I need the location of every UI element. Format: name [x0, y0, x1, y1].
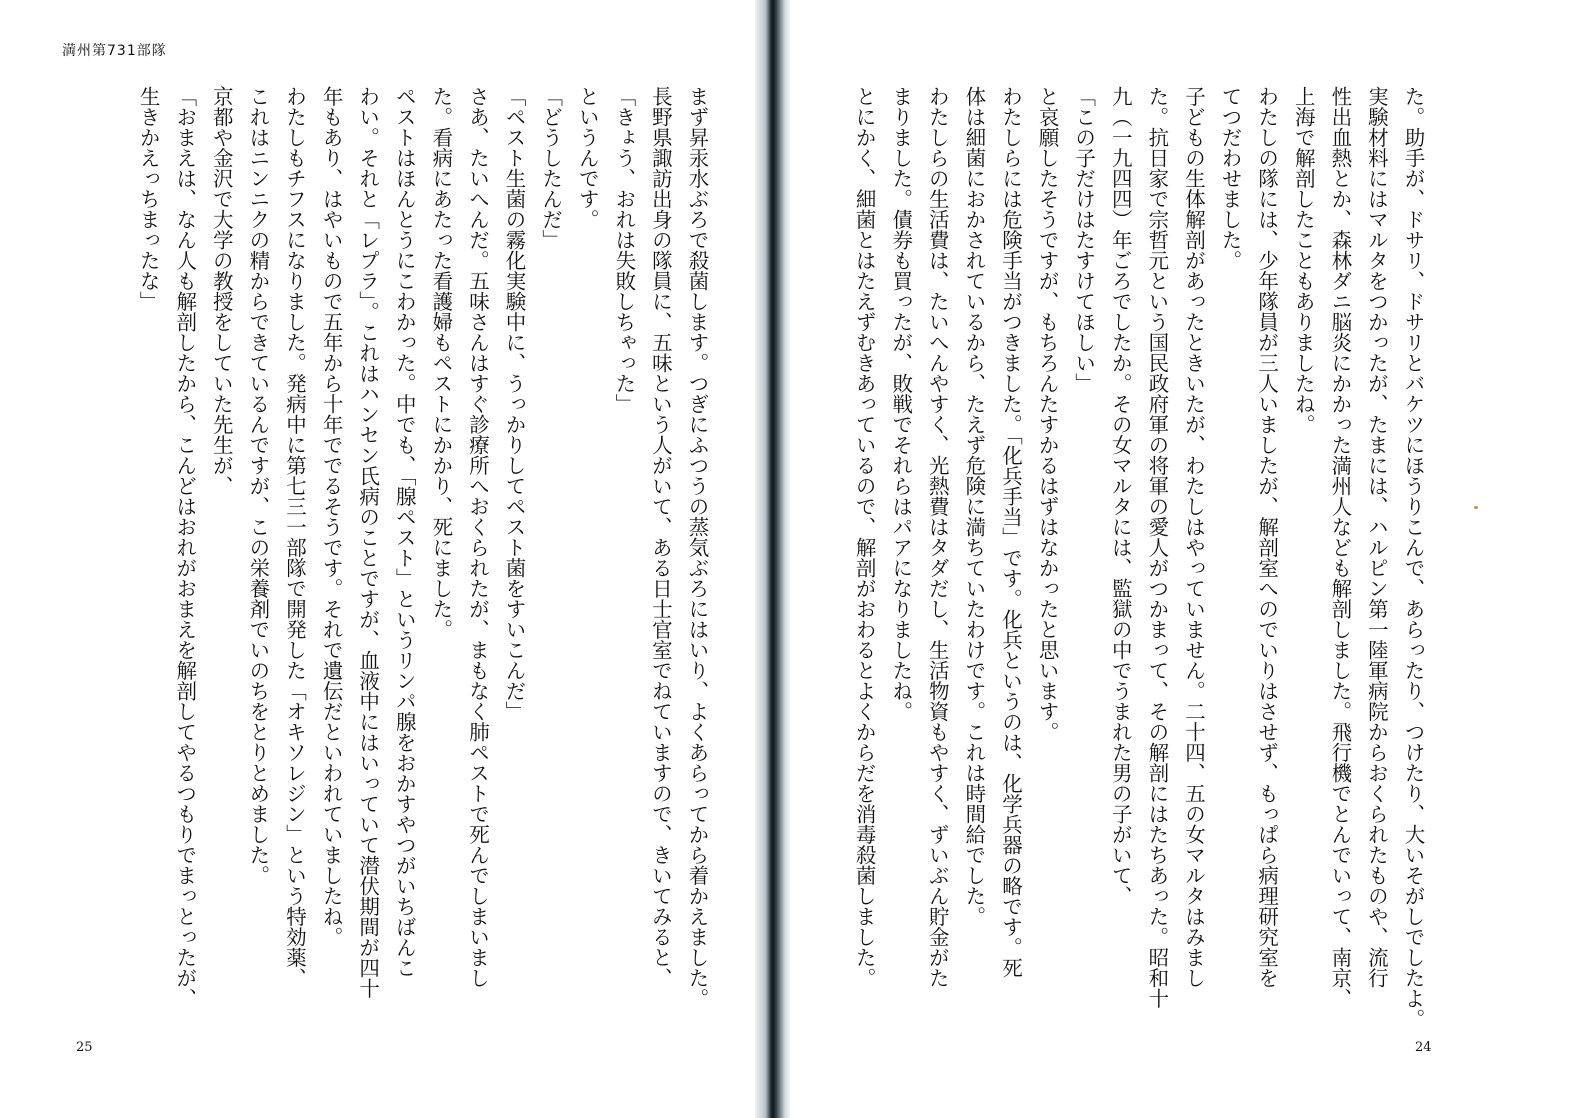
left-page-text-line: さあ、たいへんだ。五味さんはすぐ診療所へおくられたが、まもなく肺ペストで死んでしまいまし: [465, 86, 490, 988]
right-page-text-line: 体は細菌におかされているから、たえず危険に満ちていたわけです。これは時間給でした。: [961, 86, 986, 927]
left-page-text-line: 年もあり、はやいもので五年から十年ででるそうです。それで遺伝だといわれていましたね。: [319, 86, 344, 947]
right-page-body: [811, 86, 1431, 1046]
left-page-text-line: 生きかえっちまったな」: [136, 86, 161, 312]
left-page-text-line: 「おまえは、なん人も解剖したから、こんどはおれがおまえを解剖してやるつもりでまっとったが、: [172, 86, 197, 1009]
right-page-text-line: 「この子だけはたすけてほしい」: [1071, 86, 1096, 394]
left-page-text-line: わい。それと「レプラ」。これはハンセン氏病のことですが、血液中にはいっていて潜伏期間が四十: [355, 86, 380, 999]
right-page-text-line: と哀願したそうですが、もちろんたすかるはずはなかったと思います。: [1035, 86, 1060, 742]
left-page-text-line: わたしもチフスになりました。発病中に第七三一部隊で開発した「オキソレジン」という特効薬、: [282, 86, 307, 988]
left-page-text-line: 「ペスト生菌の霧化実験中に、うっかりしてペスト菌をすいこんだ」: [502, 86, 527, 722]
right-page-text-line: 九（一九四四）年ごろでしたか。その女マルタには、監獄の中でうまれた男の子がいて、: [1108, 86, 1133, 906]
right-page-text-line: とにかく、細菌とはたえずむきあっているので、解剖がおわるとよくからだを消毒殺菌しました。: [852, 86, 877, 988]
running-head: 満州第731部隊: [62, 43, 167, 59]
left-page-text-line: 京都や金沢で大学の教授をしていた先生が、: [209, 86, 234, 496]
left-page-text-line: 「どうしたんだ」: [538, 86, 563, 250]
left-page-body: [15, 86, 715, 1046]
left-page: [0, 0, 755, 1118]
left-page-text-line: まず昇汞水ぶろで殺菌します。つぎにふつうの蒸気ぶろにはいり、よくあらってから着かえました。: [685, 86, 709, 1009]
left-page-text-line: これはニンニクの精からできているんですが、この栄養剤でいのちをとりとめました。: [245, 86, 270, 886]
right-page-text-line: まりました。債券も買ったが、敗戦でそれらはパアになりましたね。: [888, 86, 913, 722]
right-page-text-line: た。助手が、ドサリ、ドサリとバケツにほうりこんで、あらったり、つけたり、大いそがしでしたよ。: [1401, 86, 1425, 1029]
page-number-left: 25: [76, 1040, 93, 1055]
right-page-text-line: てつだわせました。: [1218, 86, 1243, 271]
left-page-text-line: 「きょう、おれは失敗しちゃった」: [611, 86, 636, 414]
left-page-text-line: というんです。: [575, 86, 600, 230]
book-gutter: [755, 0, 790, 1118]
page-number-right: 24: [1415, 1040, 1432, 1055]
left-page-text-line: ペストはほんとうにこわかった。中でも、「腺ペスト」というリンパ腺をおかすやつがいちばんこ: [392, 86, 417, 978]
right-page-text-line: わたしの隊には、少年隊員が三人いましたが、解剖室へのでいりはさせず、もっぱら病理研究室を: [1254, 86, 1279, 988]
right-page-text-line: 性出血熱とか、森林ダニ脳炎にかかった満州人なども解剖しました。飛行機でとんでいって、南京、: [1327, 86, 1352, 1009]
right-page-text-line: 子どもの生体解剖があったときいたが、わたしはやっていません。二十四、五の女マルタはみまし: [1181, 86, 1206, 988]
paper-speck: [1474, 506, 1478, 509]
right-page-text-line: た。抗日家で宗哲元という国民政府軍の将軍の愛人がつかまって、その解剖にはたちあった。昭和十: [1144, 86, 1169, 1009]
left-page-text-line: た。看病にあたった看護婦もペストにかかり、死にました。: [428, 86, 453, 640]
right-page-text-line: 上海で解剖したこともありましたね。: [1291, 86, 1316, 435]
left-page-text-line: 長野県諏訪出身の隊員に、五味という人がいて、ある日士官室でねていますので、きいてみると、: [648, 86, 673, 988]
right-page-text-line: 実験材料にはマルタをつかったが、たまには、ハルピン第一陸軍病院からおくられたものや、流行: [1364, 86, 1389, 988]
right-page: [790, 0, 1591, 1118]
right-page-text-line: わたしらの生活費は、たいへんやすく、光熱費はタダだし、生活物資もやすく、ずいぶん貯金がた: [925, 86, 950, 988]
right-page-text-line: わたしらには危険手当がつきました。「化兵手当」です。化兵というのは、化学兵器の略です。死: [998, 86, 1023, 978]
